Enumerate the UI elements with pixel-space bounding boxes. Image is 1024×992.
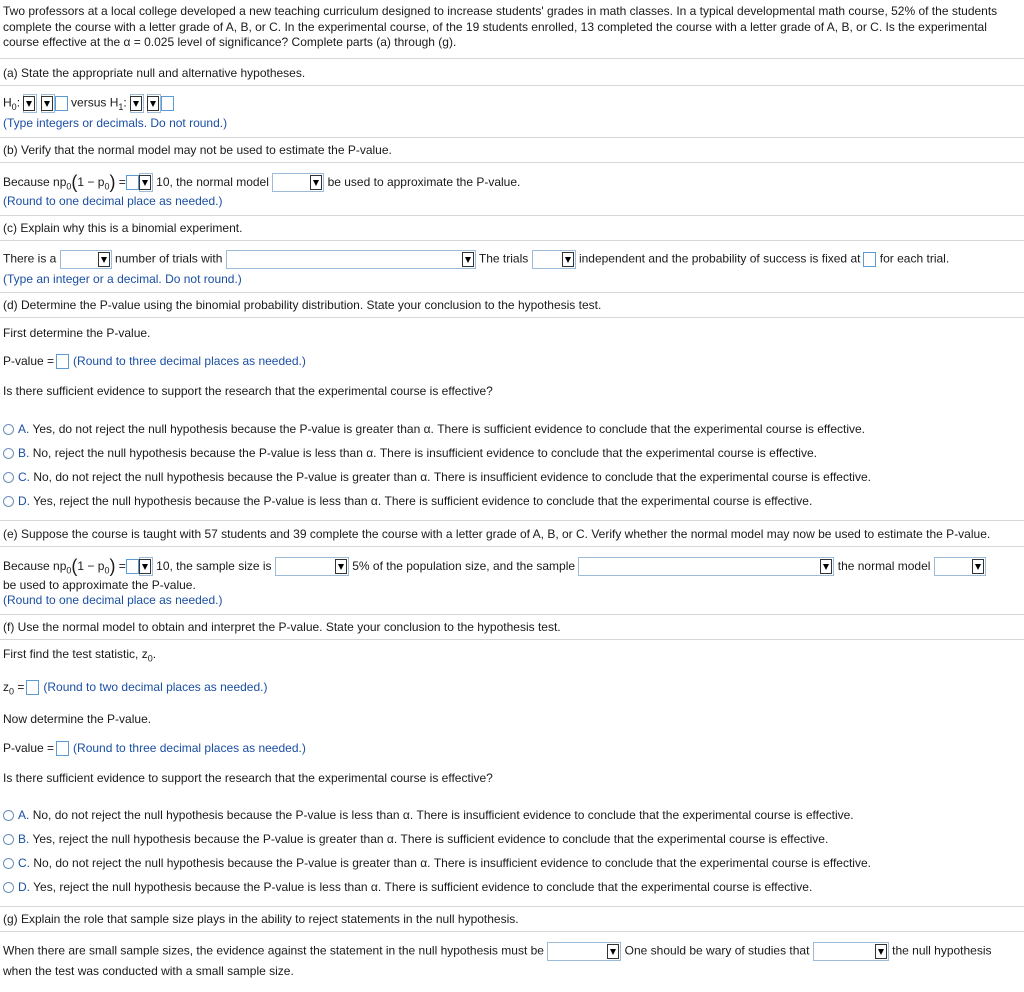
- divider: [0, 137, 1024, 138]
- choice-d-c[interactable]: C. No, do not reject the null hypothesis because the P-value is greater than α. There is insufficient evidence to conclude that the experimental course is effective.: [3, 470, 871, 484]
- part-f-first: First find the test statistic, $z_0$.: [3, 647, 157, 664]
- h0-param-select[interactable]: [23, 94, 37, 113]
- divider: [0, 317, 1024, 318]
- npq-input-e[interactable]: [126, 559, 139, 574]
- sample-size-select[interactable]: [275, 557, 349, 576]
- problem-statement: Two professors at a local college developed a new teaching curriculum designed to increase students' grades in math classes. In a typical developmental math course, 52% of the students complete the course with a letter grade of A, B, or C. In the experimental course, of the 19 students enrolled, 13 completed the course with a letter grade of A, B, or C. Is the experimental course effective at the α = 0.025 level of significance? Complete parts (a) through (g).: [3, 4, 998, 49]
- trials-fixed-select[interactable]: [60, 250, 112, 269]
- choice-f-c[interactable]: C. No, do not reject the null hypothesis because the P-value is greater than α. There is insufficient evidence to conclude that the experimental course is effective.: [3, 856, 871, 870]
- chevron-down-icon: [820, 559, 832, 574]
- z0-input[interactable]: [26, 680, 39, 695]
- npq-compare-select-e[interactable]: [139, 557, 153, 576]
- part-b-title: (b) Verify that the normal model may not be used to estimate the P-value.: [3, 143, 392, 157]
- choice-d-d[interactable]: D. Yes, reject the null hypothesis because the P-value is less than α. There is sufficient evidence to conclude that the experimental course is effective.: [3, 494, 812, 508]
- divider: [0, 240, 1024, 241]
- studies-action-select[interactable]: [813, 942, 889, 961]
- radio-button[interactable]: [3, 472, 14, 483]
- chevron-down-icon: [462, 252, 474, 267]
- part-d-first: First determine the P-value.: [3, 326, 151, 340]
- part-g-title: (g) Explain the role that sample size plays in the ability to reject statements in the null hypothesis.: [3, 912, 519, 926]
- divider: [0, 162, 1024, 163]
- chevron-down-icon: [41, 96, 53, 111]
- part-g-row: When there are small sample sizes, the evidence against the statement in the null hypothesis must be One should be wary of studies that the null hypothesis: [3, 942, 992, 961]
- part-b-row: Because $np_0(1 - p_0)$ = 10, the normal model be used to approximate the P-value.: [3, 172, 521, 192]
- part-g-line2: when the test was conducted with a small sample size.: [3, 964, 294, 978]
- divider: [0, 906, 1024, 907]
- part-e-row: Because $np_0(1 - p_0)$ = 10, the sample size is 5% of the population size, and the sample the normal model: [3, 556, 986, 577]
- choice-f-d[interactable]: D. Yes, reject the null hypothesis because the P-value is less than α. There is sufficient evidence to conclude that the experimental course is effective.: [3, 880, 812, 894]
- choice-d-a[interactable]: A. Yes, do not reject the null hypothesis because the P-value is greater than α. There is sufficient evidence to conclude that the experimental course is effective.: [3, 422, 865, 436]
- probability-input[interactable]: [863, 252, 876, 267]
- normal-model-may-select[interactable]: [272, 173, 324, 192]
- divider: [0, 85, 1024, 86]
- divider: [0, 520, 1024, 521]
- divider: [0, 215, 1024, 216]
- radio-button[interactable]: [3, 882, 14, 893]
- part-e-be-used: be used to approximate the P-value.: [3, 578, 196, 592]
- part-d-pvalue-row: P-value = (Round to three decimal places as needed.): [3, 354, 306, 368]
- choice-f-b[interactable]: B. Yes, reject the null hypothesis because the P-value is greater than α. There is sufficient evidence to conclude that the experimental course is effective.: [3, 832, 828, 846]
- part-a-title: (a) State the appropriate null and alternative hypotheses.: [3, 66, 306, 80]
- h0-value-input[interactable]: [55, 96, 68, 111]
- normal-model-select-e[interactable]: [934, 557, 986, 576]
- part-b-hint: (Round to one decimal place as needed.): [3, 194, 223, 208]
- chevron-down-icon: [139, 559, 151, 574]
- divider: [0, 58, 1024, 59]
- trials-independent-select[interactable]: [532, 250, 576, 269]
- radio-button[interactable]: [3, 424, 14, 435]
- part-f-question: Is there sufficient evidence to support the research that the experimental course is effective?: [3, 771, 493, 785]
- chevron-down-icon: [335, 559, 347, 574]
- chevron-down-icon: [98, 252, 110, 267]
- npq-input[interactable]: [126, 175, 139, 190]
- part-e-title: (e) Suppose the course is taught with 57 students and 39 complete the course with a letter grade of A, B, or C. Verify whether the normal model may now be used to estimate the P-value.: [3, 527, 991, 541]
- part-d-title: (d) Determine the P-value using the binomial probability distribution. State your conclusion to the hypothesis test.: [3, 298, 602, 312]
- chevron-down-icon: [130, 96, 142, 111]
- h0-operator-select[interactable]: [41, 94, 55, 113]
- chevron-down-icon: [147, 96, 159, 111]
- part-c-hint: (Type an integer or a decimal. Do not round.): [3, 272, 242, 286]
- radio-button[interactable]: [3, 448, 14, 459]
- chevron-down-icon: [139, 175, 151, 190]
- h1-param-select[interactable]: [130, 94, 144, 113]
- chevron-down-icon: [23, 96, 35, 111]
- divider: [0, 292, 1024, 293]
- part-f-title: (f) Use the normal model to obtain and interpret the P-value. State your conclusion to the hypothesis test.: [3, 620, 561, 634]
- chevron-down-icon: [875, 944, 887, 959]
- part-d-question: Is there sufficient evidence to support the research that the experimental course is effective?: [3, 384, 493, 398]
- chevron-down-icon: [310, 175, 322, 190]
- chevron-down-icon: [972, 559, 984, 574]
- part-a-hint: (Type integers or decimals. Do not round.): [3, 116, 228, 130]
- part-e-hint: (Round to one decimal place as needed.): [3, 593, 223, 607]
- radio-button[interactable]: [3, 834, 14, 845]
- pvalue-input-d[interactable]: [56, 354, 69, 369]
- divider: [0, 546, 1024, 547]
- trial-outcomes-select[interactable]: [226, 250, 476, 269]
- part-c-title: (c) Explain why this is a binomial experiment.: [3, 221, 243, 235]
- evidence-strength-select[interactable]: [547, 942, 621, 961]
- part-f-z-row: $z_0$ = (Round to two decimal places as needed.): [3, 680, 268, 697]
- radio-button[interactable]: [3, 496, 14, 507]
- radio-button[interactable]: [3, 810, 14, 821]
- choice-f-a[interactable]: A. No, do not reject the null hypothesis because the P-value is less than α. There is insufficient evidence to conclude that the experimental course is effective.: [3, 808, 854, 822]
- sample-type-select[interactable]: [578, 557, 834, 576]
- divider: [0, 639, 1024, 640]
- chevron-down-icon: [562, 252, 574, 267]
- part-c-row: There is a number of trials with The trials independent and the probability of success is fixed at for each trial.: [3, 250, 949, 269]
- pvalue-input-f[interactable]: [56, 741, 69, 756]
- divider: [0, 614, 1024, 615]
- chevron-down-icon: [607, 944, 619, 959]
- h1-operator-select[interactable]: [147, 94, 161, 113]
- divider: [0, 931, 1024, 932]
- npq-compare-select[interactable]: [139, 173, 153, 192]
- part-f-now: Now determine the P-value.: [3, 712, 152, 726]
- part-f-pvalue-row: P-value = (Round to three decimal places as needed.): [3, 741, 306, 755]
- h1-value-input[interactable]: [161, 96, 174, 111]
- radio-button[interactable]: [3, 858, 14, 869]
- hypotheses-row: $H_0$: versus $H_1$:: [3, 94, 174, 113]
- choice-d-b[interactable]: B. No, reject the null hypothesis because the P-value is less than α. There is insufficient evidence to conclude that the experimental course is effective.: [3, 446, 817, 460]
